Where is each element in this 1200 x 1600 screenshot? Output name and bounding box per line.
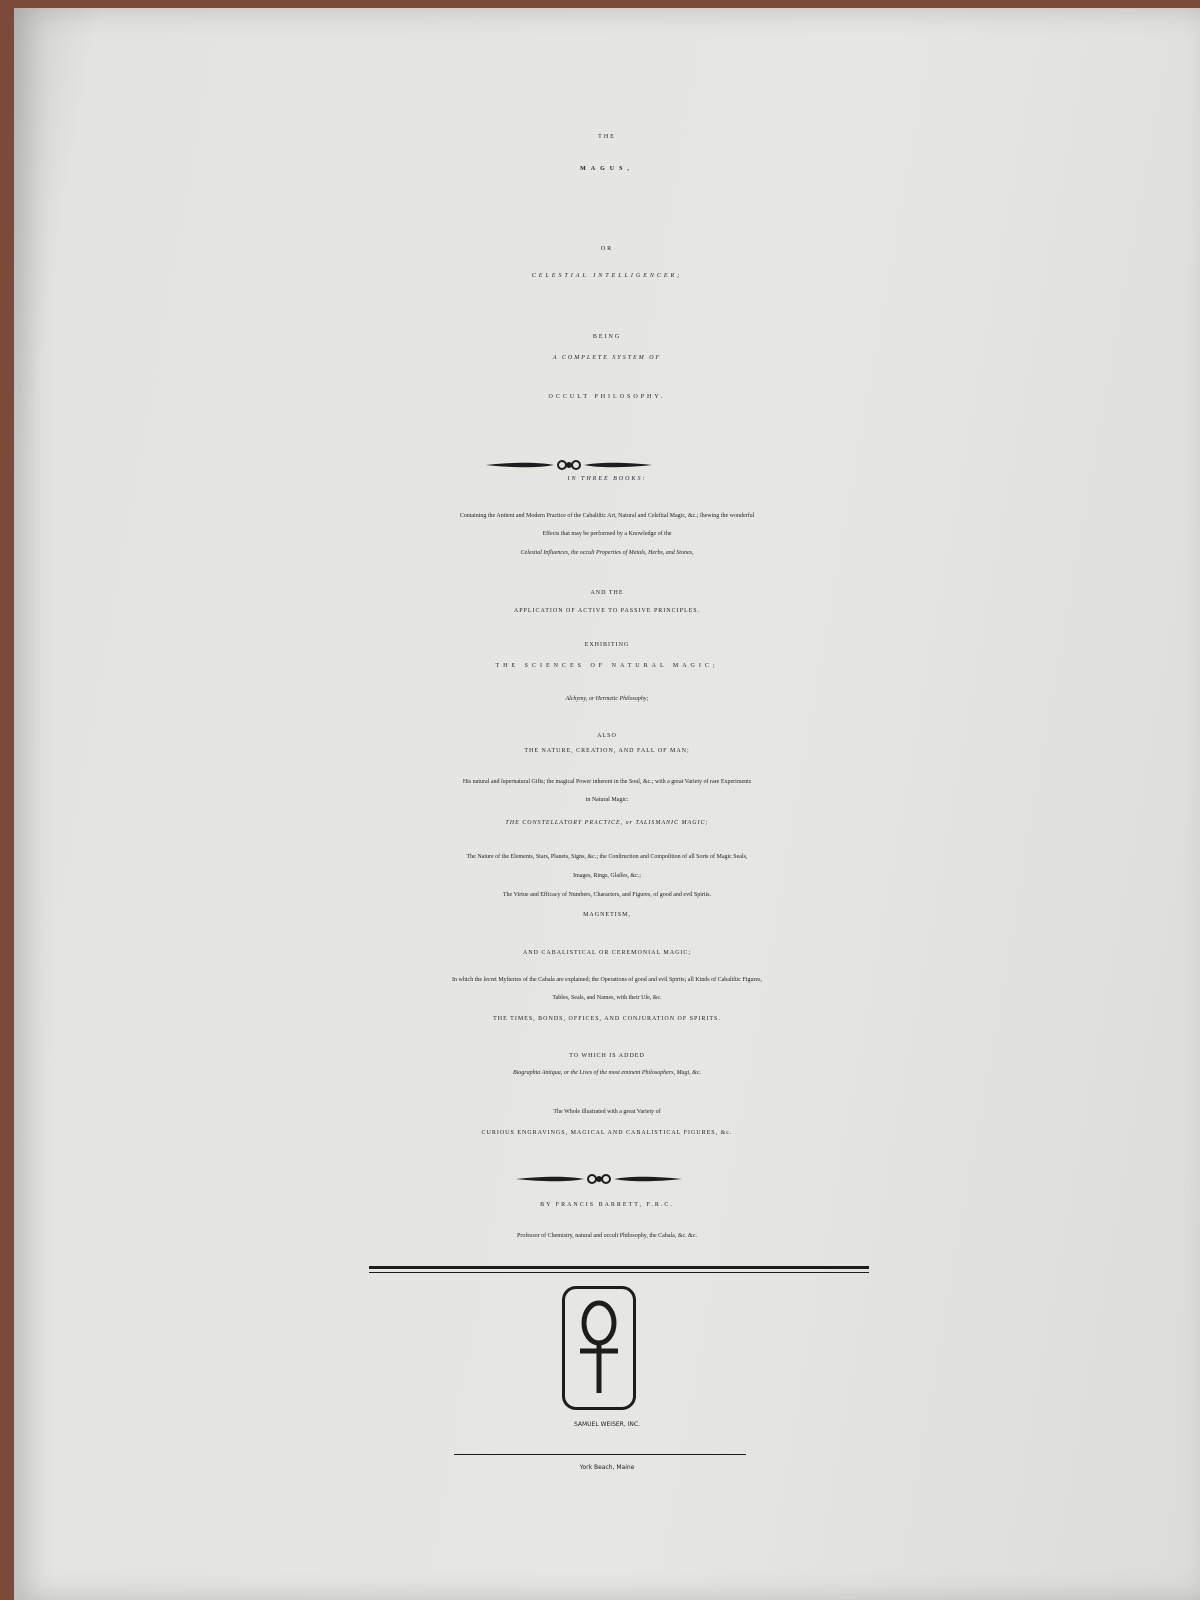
double-rule-top xyxy=(369,1266,869,1269)
title-the: THE xyxy=(598,134,616,140)
sciences-line: THE SCIENCES OF NATURAL MAGIC; xyxy=(495,663,719,669)
containing-line-2: Effects that may be performed by a Knowledge of the xyxy=(542,531,672,537)
title-magus: MAGUS, xyxy=(580,166,634,172)
author-line: BY FRANCIS BARRETT, F.R.C. xyxy=(540,1202,674,1208)
title-or: OR xyxy=(600,246,614,252)
double-rule-bottom xyxy=(369,1272,869,1273)
scroll-ornament-icon xyxy=(514,1172,684,1186)
magnetism-line: MAGNETISM, xyxy=(583,912,631,918)
ankh-logo-icon xyxy=(562,1286,636,1410)
professor-line: Professor of Chemistry, natural and occult Philosophy, the Cabala, &c. &c. xyxy=(516,1233,698,1239)
being-label: BEING xyxy=(592,334,622,340)
virtue-line: The Virtue and Efficacy of Numbers, Characters, and Figures, of good and evil Spirits. xyxy=(502,892,712,898)
exhibiting-label: EXHIBITING xyxy=(584,642,630,648)
biographia-line: Biographia Antiqua, or the Lives of the most eminent Philosophers, Magi, &c. xyxy=(512,1070,702,1076)
title-page xyxy=(14,8,1200,1600)
secret-line-1: In which the ſecret Myſteries of the Cabala are explained; the Operations of good and evil Spirits; all Kinds of Cabaliſtic Figures, xyxy=(452,977,762,983)
added-label: TO WHICH IS ADDED xyxy=(569,1053,645,1059)
secret-line-2: Tables, Seals, and Names, with their Uſe, &c. xyxy=(552,995,662,1001)
celestial-influences: Celestial Influences, the occult Properties of Metals, Herbs, and Stones, xyxy=(520,550,694,556)
publisher-rule xyxy=(454,1454,746,1455)
elements-line-1: The Nature of the Elements, Stars, Planets, Signs, &c.; the Conſtruction and Compoſition of all Sorts of Magic Seals, xyxy=(466,854,748,860)
and-the-label: AND THE xyxy=(590,590,624,596)
occult-philosophy: OCCULT PHILOSOPHY. xyxy=(548,394,666,400)
engravings-line: CURIOUS ENGRAVINGS, MAGICAL AND CABALISTICAL FIGURES, &c. xyxy=(481,1130,733,1136)
complete-system: A COMPLETE SYSTEM OF xyxy=(552,355,662,361)
gifts-line-1: His natural and ſupernatural Gifts; the magical Power inherent in the Soul, &c.; with a great Variety of rare Experiments xyxy=(462,779,752,785)
publisher-name: SAMUEL WEISER, INC. xyxy=(573,1421,641,1428)
alchymy-line: Alchymy, or Hermetic Philosophy; xyxy=(565,696,649,702)
elements-line-2: Images, Rings, Glaſſes, &c.; xyxy=(573,873,641,879)
gifts-line-2: in Natural Magic: xyxy=(585,797,629,803)
constellatory-line: THE CONSTELLATORY PRACTICE, or TALISMANIC MAGIC; xyxy=(505,820,709,826)
cabalistical-line: AND CABALISTICAL OR CEREMONIAL MAGIC; xyxy=(522,950,692,956)
in-three-books: IN THREE BOOKS: xyxy=(567,476,647,482)
publisher-place: York Beach, Maine xyxy=(579,1464,635,1471)
times-line: THE TIMES, BONDS, OFFICES, AND CONJURATION OF SPIRITS. xyxy=(493,1016,721,1022)
application-line: APPLICATION OF ACTIVE TO PASSIVE PRINCIPLES. xyxy=(513,608,701,614)
illustrated-line: The Whole illustrated with a great Variety of xyxy=(553,1109,661,1115)
containing-line-1: Containing the Antient and Modern Practice of the Cabaliſtic Art, Natural and Celeſtial Magic, &c.; ſhewing the wonderful xyxy=(459,513,755,519)
nature-line: THE NATURE, CREATION, AND FALL OF MAN; xyxy=(524,748,690,754)
title-celestial: CELESTIAL INTELLIGENCER; xyxy=(531,273,683,279)
also-label: ALSO xyxy=(597,733,617,739)
scroll-ornament-icon xyxy=(484,458,654,472)
